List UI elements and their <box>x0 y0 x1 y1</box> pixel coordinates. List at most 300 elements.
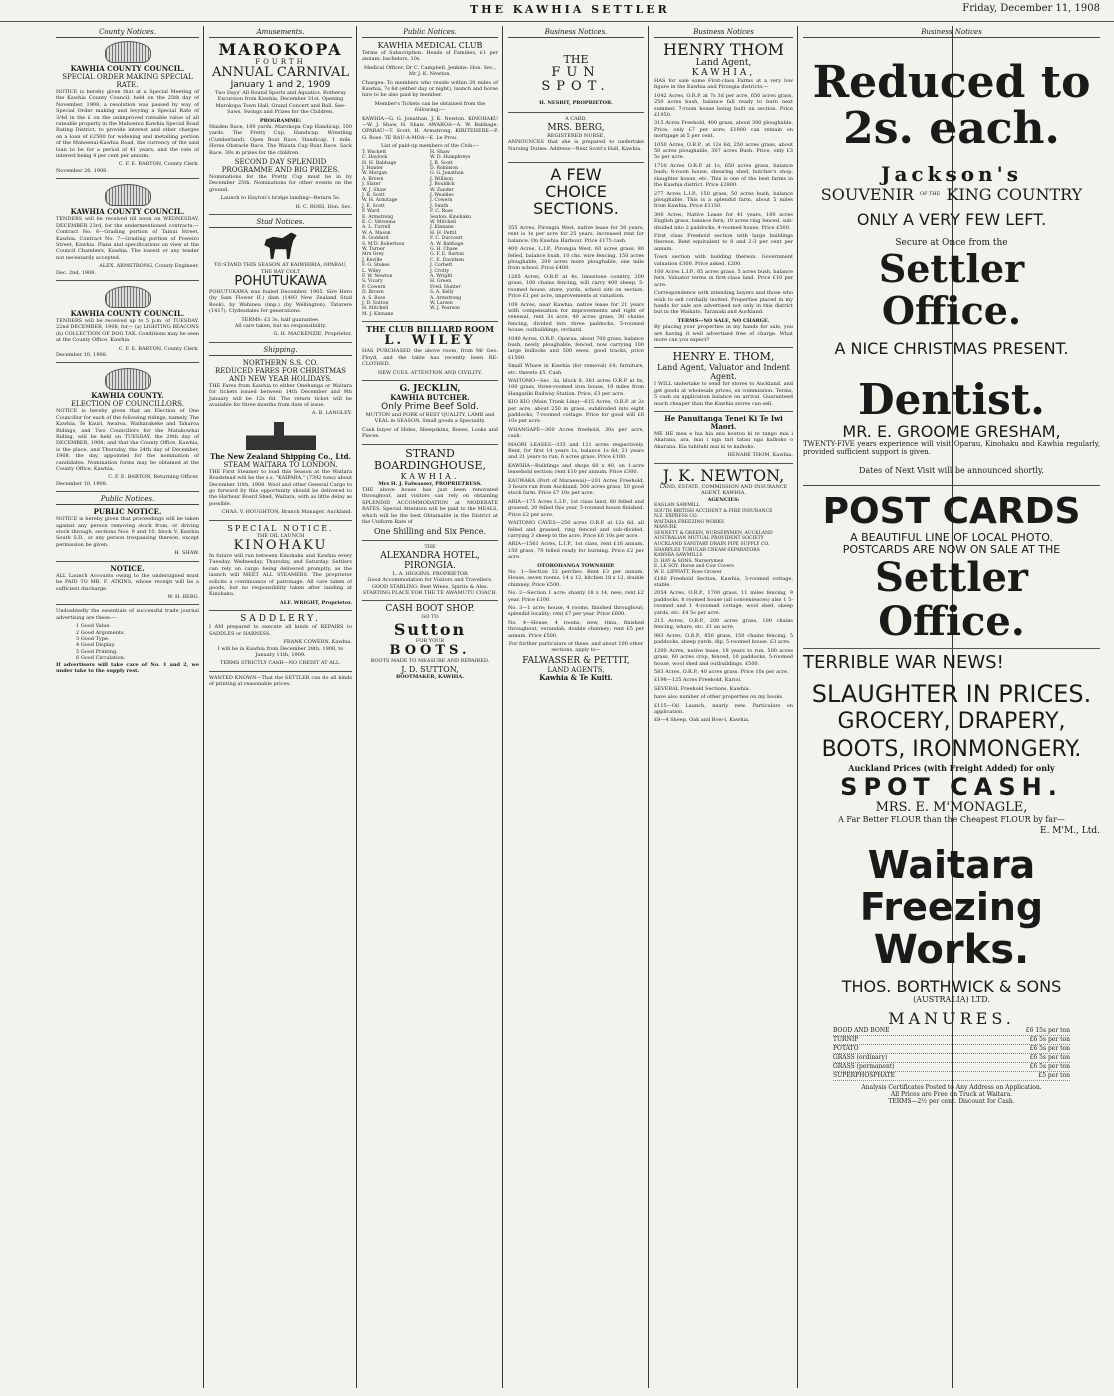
list-item: 4 Good Display. <box>76 642 116 649</box>
boots-line: BOOTS, IRONMONGERY. <box>821 737 1082 762</box>
manure-row <box>833 1036 1070 1045</box>
saddlery-body: I AM prepared to execute all kinds of REPAIRS to SADDLES or HARNESS. <box>209 624 352 637</box>
section-listing: No. 3—1 acre; house, 4 rooms, finished throughout; splendid locality; rent £7 per year. Price £600. <box>508 604 644 618</box>
boots-made: BOOTS MADE TO MEASURE AND REPAIRED. <box>370 658 490 665</box>
notice-body: ALL Launch Accounts owing to the undersigned must be PAID TO MR. F. ATKINS, whose receipt will be a sufficient discharge. <box>56 572 199 592</box>
dentist-heading: Dentist. <box>858 375 1045 424</box>
coat-of-arms-icon <box>105 41 151 63</box>
souvenir-line <box>803 186 1100 203</box>
member-name: L. Wiley <box>362 268 381 274</box>
post-cards-line: A BEAUTIFUL LINE OF LOCAL PHOTO. <box>850 531 1053 544</box>
column-header: Business Notices <box>654 28 793 38</box>
essentials-list <box>56 623 199 661</box>
billiard-owner: L. WILEY <box>384 333 476 349</box>
member-name: F. C. Durcourt <box>430 236 463 242</box>
member-name: W. Morgan <box>362 171 388 177</box>
section-listing: KAUWAKA (Port of Maraewai)—201 Acres Freehold, 3 hours run from Auckland, 500 acres grass, 50 good stock farm. Price £7 10s per acre. <box>508 477 644 497</box>
member-name: J. Cowern <box>430 198 453 204</box>
agency-item: MANURE <box>654 525 677 531</box>
section-listing: ARIA—175 Acres L.I.P., 1st class land, 60 felled and grassed, 20 felled this year, 5-roomed house finished. Price £2 per acre. <box>508 498 644 518</box>
section-listing: No. 2—Section 1 acre; shanty 18 x 14, new; rent £2 year. Price £100. <box>508 590 644 603</box>
member-name: T. Wackett <box>362 149 387 155</box>
masthead-title: THE KAWHIA SETTLER <box>470 3 670 16</box>
programme-heading: PROGRAMME: <box>259 117 302 124</box>
notice-heading: KAWHIA COUNTY COUNCIL. <box>70 64 185 73</box>
flour-signature: E. M'M., Ltd. <box>1040 826 1100 836</box>
notice-body: NOTICE is hereby given that at a Special Meeting of the Kawhia County Council, held on the 25th day of November, 1908, a resolution was passed by way of Special Order making and levying a Special Rate of 3/4d in the £ on the unimproved rateable value of all rateable property in the Mahoenui Kawhia Special Road Rating District, to provide interest and other charges on a loan of £2500 for widening and metalling portion of the Mahoenui-Kawhia Road, the currency of the said loan to be for a period of 41 years, and the rate of interest being 4 per cent per annum. <box>56 89 199 160</box>
member-name: G. F. E. Barton <box>430 252 464 258</box>
launch-info: Launch to Hayton's bridge landing—Return 5s. <box>220 195 341 202</box>
column-header: Business Notices <box>803 28 1100 38</box>
newton-name: J. K. NEWTON, <box>654 463 793 484</box>
newton-listing: £115—Oil Launch, nearly new. Particulars on application. <box>654 702 793 715</box>
notice-signature: W. H. BERG. <box>167 593 199 600</box>
shipping-company: The New Zealand Shipping Co., Ltd. <box>210 451 351 461</box>
member-name: J. D. Sutton <box>362 301 389 307</box>
member-name: A. Wright <box>430 274 453 280</box>
monagle-name: MRS. E. M'MONAGLE, <box>875 800 1028 815</box>
sutton-trade: BOOTMAKER, KAWHIA. <box>395 673 465 680</box>
agents-title: LAND AGENTS, <box>547 665 605 674</box>
club-charges: Charges: To members who reside within 20 miles of Kawhia, 7s 6d (either day or night), launch and horse hire to be also paid by member. <box>362 79 498 99</box>
member-name: J. Kinnane <box>430 225 454 231</box>
agency-item: E. LE SOY, Horse and Cow Covers <box>654 564 734 570</box>
fun-spot-name: SPOT. <box>541 79 611 94</box>
agency-item: SHARPLES TUBULAR CREAM SEPARATORS <box>654 547 760 553</box>
carnival-name: ANNUAL CARNIVAL <box>211 65 349 80</box>
wanted-notice: WANTED KNOWN—That the SETTLER can do all kinds of printing at reasonable prices. <box>209 674 352 688</box>
notice-subheading: SPECIAL ORDER MAKING SPECIAL RATE. <box>62 73 193 89</box>
agency-item: EAGLAN SAWMILL <box>654 502 700 508</box>
member-name: J. Willison <box>430 176 454 182</box>
section-listing: WAITOMO—Sec. 3a, block 8, 361 acres O.R.P. at 8s, 100 grass, three-roomed iron house, 10 miles from Hangatiki Railway Station. Price, £3 per acre. <box>508 377 644 397</box>
column-county-notices <box>52 28 203 1388</box>
terms-line: TERMS—2½ per cent. Discount for Cash. <box>888 1098 1015 1105</box>
boardinghouse-proprietor: Mrs H. J. Falwasser, PROPRIETRESS. <box>378 480 482 487</box>
member-name: Mrs Grey <box>362 252 384 258</box>
manure-name: BOOD AND BONE <box>833 1027 890 1034</box>
manure-price: £6 5s per ton <box>1029 1036 1070 1043</box>
boots-heading: BOOTS. <box>389 643 471 659</box>
column-business-notices-1 <box>504 28 648 1388</box>
member-name: E. Armstrong <box>362 214 394 220</box>
notice-heading: KAWHIA COUNTY COUNCIL. <box>70 308 185 318</box>
member-name: C. Haylock <box>362 155 388 161</box>
masthead <box>0 0 1114 22</box>
member-name: W. Mitchell <box>430 219 457 225</box>
grocery-line: GROCERY, DRAPERY, <box>837 709 1066 734</box>
member-name: G. H. Chase <box>430 247 458 252</box>
section-listing: 355 Acres, Pirongia West, native lease for 50 years, rent is 1s per acre for 25 years, increased rent for balance. On Kawhia Harbour. Price £175 cash. <box>508 225 644 244</box>
fun-spot-proprietor: H. NESBIT, PROPRIETOR. <box>539 100 613 106</box>
agency-item: D. HAY & SONS, Nurserymen <box>654 558 724 564</box>
newton-listing: 983 Acres, O.R.P., 850 grass, 150 chains fencing, 5 paddocks, sheep yards, dip, 5-roomed house. £3 acre. <box>654 632 793 646</box>
sections-heading: SECTIONS. <box>533 199 619 219</box>
member-name: A. L. Turrell <box>362 225 391 231</box>
club-terms: Terms of Subscription: Heads of Families, £1 per annum; bachelors, 10s. <box>362 50 498 63</box>
second-day: SECOND DAY SPLENDID PROGRAMME AND BIG PRIZES. <box>221 158 340 175</box>
borthwick-country: (AUSTRALIA) LTD. <box>913 995 990 1004</box>
manure-row <box>833 1027 1070 1036</box>
masthead-date: Friday, December 11, 1908 <box>962 3 1100 14</box>
waitara-heading: Waitara Freezing <box>859 843 1044 929</box>
hotel-article: THE <box>362 540 498 550</box>
notice-body: Undoubtedly the essentials of successful trade journal advertising are these:— <box>56 608 199 621</box>
member-name: H. Green <box>430 279 452 285</box>
member-name: W. Zander <box>430 187 454 193</box>
column-rule <box>203 26 204 1388</box>
newton-listing: 583 Acres, O.R.P., 40 acres grass. Price 10s per acre. <box>654 668 789 675</box>
of-the-label: OF THE <box>919 191 941 197</box>
stud-terms: TERMS: £3 3s, half guarantee. <box>241 316 320 323</box>
township-heading: OTOROHANGA TOWNSHIP. <box>537 562 615 569</box>
saddlery-dates: I will be in Kawhia from December 28th, 1908, to January 11th, 1909. <box>217 645 344 658</box>
manures-list <box>803 1027 1100 1081</box>
manure-price: £6 5s per ton <box>1029 1045 1070 1052</box>
agent-place: KAWHIA, <box>691 68 756 78</box>
member-name: W. Turner <box>362 247 385 252</box>
newton-listing: 1200 Acres, native lease, 18 years to run, 500 acres grass, 60 acres crop, fenced, 10 paddocks, 5-roomed house, wool shed and outbuildings. £500. <box>654 647 793 667</box>
stud-name: POHUTUKAWA <box>234 273 327 289</box>
notice-signature: C. F. E. BARTON, County Clerk. <box>118 345 199 352</box>
notice-signature: C. F. E. BARTON, Returning Officer. <box>108 474 199 481</box>
shipping-signature: A. B. LANGLEY. <box>311 410 352 417</box>
member-name: W. D. Humphreys <box>430 155 471 161</box>
member-name: C. E. Davidsen <box>430 257 465 263</box>
carnival-dates: January 1 and 2, 1909 <box>230 80 331 90</box>
saddlery-terms: TERMS STRICTLY CASH—NO CREDIT AT ALL. <box>220 660 341 667</box>
farm-listing: 300 Acres, Native Lease for 41 years, 100 acres English grass, balance fern; 10 acres ring fenced, sub-divided into 2 paddocks, 4-roomed house. Price £500. <box>654 211 793 231</box>
post-cards-line: POSTCARDS ARE NOW ON SALE AT THE <box>842 543 1061 556</box>
member-name: H. Shaw <box>430 149 450 155</box>
member-name: A. W. Babbage <box>430 241 464 247</box>
stud-signature: G. H. MACKENZIE, Proprietor. <box>273 331 352 338</box>
member-name: F. Cowern <box>362 284 386 290</box>
reduced-heading: Reduced to <box>812 57 1091 108</box>
for-your: FOR YOUR <box>415 637 445 644</box>
coat-of-arms-icon <box>105 184 151 206</box>
hotel-proprietor: L. A. HIGGINS, PROPRIETOR <box>392 570 468 577</box>
notice-date: Dec. 2nd, 1908. <box>56 269 97 276</box>
agency-item: KAWHIA SAWMILLS <box>654 553 703 559</box>
spot-cash: SPOT CASH. <box>840 773 1063 801</box>
column-rule <box>797 26 798 1388</box>
manure-name: GRASS (ordinary) <box>833 1054 888 1061</box>
agency-item: SOUTH BRITISH ACCIDENT & FIRE INSURANCE <box>654 508 773 514</box>
farm-listing: Town section with building thereon. Government valuation £300. Price asked, £200. <box>654 254 793 267</box>
agency-item: SENNETT & GREEN, NURSERYMEN, AUCKLAND <box>654 530 773 536</box>
member-name: H. H. Pettit <box>430 230 457 236</box>
manure-name: SUPERPHOSPHATE <box>833 1072 896 1079</box>
member-name: S. Vicary <box>362 279 383 285</box>
agencies-list <box>654 503 793 576</box>
fun-spot-article: THE <box>563 53 589 66</box>
billiard-heading: THE CLUB BILLIARD ROOM <box>362 321 498 334</box>
newton-listing: 215 Acres, O.R.P., 200 acres grass, 100 chains fencing, whare, etc. £1 an acre. <box>654 618 793 631</box>
manure-row <box>833 1045 1070 1054</box>
column-header: Business Notices. <box>508 28 644 38</box>
farm-listing: 1710 Acres O.R.P. at 1s, 650 acres grass, balance bush; 8-room house, shearing shed, butcher's shop, slaughter house, etc. This is one of the best farms in the Kawhia district. Price £2800. <box>654 162 793 189</box>
dentist-dates: Dates of Next Visit will be announced shortly. <box>859 466 1044 475</box>
notice-date: December 10, 1908. <box>56 480 108 487</box>
section-listing: 1265 Acres, O.R.P. at 4s, limestone country, 200 grass, 100 chains fencing, will carry 400 sheep, 5-roomed house, store, yards, school site on section. Price £1 per acre, improvements at valuation. <box>508 273 644 300</box>
section-listing: KIO KIO (Main Trunk Line)—615 Acres, O.R.P. at 2s per acre, about 250 in grass, subdivided into eight paddocks; 7-roomed cottage. Price for good will £6 10s per acre. <box>508 399 644 425</box>
billiard-tagline: NEW CUES. ATTENTION AND CIVILITY. <box>377 369 483 376</box>
butcher-trade: KAWHIA BUTCHER. <box>390 392 470 402</box>
member-name: E. C. Velvenna <box>362 219 396 225</box>
jacksons-heading: Jackson's <box>881 162 1022 186</box>
agent-title: Land Agent, Valuator and Indent Agent. <box>657 363 790 382</box>
member-name: S. A. Kelly <box>430 290 454 296</box>
hotel-name: ALEXANDRA HOTEL, PIRONGIA. <box>380 550 480 571</box>
manure-price: £5 per ton <box>1038 1072 1070 1079</box>
member-name: S. M'D. Robertson <box>362 241 405 247</box>
section-listing: 400 Acres, L.I.P., Pirongia West, 60 acres grass, 80 felled, balance bush, 10 chs. wire fencing, 150 acres ploughable, 200 acres more ploughable, one mile from school. Price £400. <box>508 246 644 272</box>
section-listing: WAITOMO CAVES—250 acres O.R.P. at 12s 6d, all felled and grassed, ring fenced and sub-divided, carrying 3 sheep to the acre. Price £6 10s per acre. <box>508 520 644 539</box>
notice-body: NOTICE is hereby given that an Election of One Councillor for each of the following ridings, namely, The Kawhia, Te Kauri, Awaroa, Waiharakeke and Taharoa Ridings, and Two Councillors for the Matakowhai Riding, will be held on TUESDAY, the 29th day of DECEMBER, 1908; and that the County Office, Kawhia, is the place, and Thursday, the 24th day of December, 1908, the day, appointed for the nomination of candidates. Nomination forms may be obtained at the County Office, Kawhia. <box>56 408 199 473</box>
secure-line: Secure at Once from the <box>895 238 1008 248</box>
member-name: W. H. Armitage <box>362 198 398 204</box>
notice-signature: H. SHAW. <box>174 550 199 557</box>
dentist-body: TWENTY-FIVE years experience will visit Oparau, Kinohaku and Kawhia regularly, provided sufficient support is given. <box>803 440 1100 456</box>
fun-spot-name: FUN <box>551 65 601 80</box>
launch-name: KINOHAKU <box>233 538 328 554</box>
member-name: R. Goddard <box>362 236 389 242</box>
agents-name: FALWASSER & PETTIT, <box>522 655 630 666</box>
prices-free: All Prices are Free on Truck at Waitara. <box>890 1091 1013 1098</box>
newton-agencies-label: AGENCIES: <box>707 496 740 503</box>
agent-terms: TERMS—NO SALE, NO CHARGE. <box>677 317 770 324</box>
agents-place: Kawhia & Te Kuiti. <box>539 672 613 682</box>
newton-title: LAND, ESTATE, COMMISSION AND INSURANCE AGENT, KAWHIA. <box>659 483 788 497</box>
butcher-hides: Cash buyer of Hides, Sheepskins, Bones, Looks and Pieces. <box>362 426 498 440</box>
nurse-title: REGISTERED NURSE, <box>547 132 605 139</box>
boardinghouse-body: THE above house has just been renovated throughout, and visitors can rely on obtaining SPLENDID ACCOMMODATION at MODERATE RATES. Special Attention will be paid to the MEALS, which will be the best Obtainable in the District at the Uniform Rate of <box>362 486 498 525</box>
farm-listing: 1042 Acres, O.R.P. at 7s 3d per acre, 650 acres grass, 250 acres bush, balance fall ready to burn next summer, 7-room house being built on section. Price £1950. <box>654 92 793 119</box>
butcher-name: G. JECKLIN, <box>362 380 498 394</box>
steamship-icon <box>246 420 316 450</box>
agency-item: AUCKLAND SANITARY DRAIN PIPE SUPPLY CO. <box>654 542 770 548</box>
notice-date: November 26, 1908. <box>56 167 108 174</box>
borthwick-name: THOS. BORTHWICK & SONS <box>841 977 1062 996</box>
settler-office: Settler Office. <box>874 554 1028 645</box>
member-name: P. Ward <box>362 209 380 215</box>
agency-item: W. E. LIPPIATT, Rose Grower <box>654 570 722 576</box>
manure-price: £6 5s per ton <box>1029 1063 1070 1070</box>
shipping-body: THE First Steamer to load this Season at the Waitara Roadstead will be the s.s. "KAIPARA," (7392 tons) about December 10th, 1908. Wool and other General Cargo to go forward by this opportunity should be delivered to the Harbour Board Shed, Waitara, with as little delay as possible. <box>209 468 352 507</box>
shipping-company: NORTHERN S.S. CO. <box>242 358 319 367</box>
notice-body: TENDERS will be received up to 5 p.m. of TUESDAY, 22nd DECEMBER, 1908, for— (a) LIGHTING BEACONS (b) COLLECTION OF DOG TAX. Conditions may be seen at the County Office, Kawhia. <box>56 317 199 344</box>
further-particulars: For further particulars of these, and about 100 other sections, apply to— <box>508 641 644 654</box>
column-rule <box>356 26 357 1388</box>
sections-heading: A FEW <box>508 162 644 183</box>
nurse-body: ANNOUNCES that she is prepared to undertake Nursing Duties. Address—Next Scott's Hall, Kawhia. <box>508 139 644 152</box>
member-name: J. Crotty <box>430 268 450 274</box>
member-name: W. Larsen <box>430 301 453 307</box>
list-item: 3 Good Type. <box>76 635 110 642</box>
notice-heading: KAWHIA COUNTY. <box>91 391 164 401</box>
christmas-present: A NICE CHRISTMAS PRESENT. <box>834 339 1069 358</box>
member-name: H. Mitchell <box>362 306 389 312</box>
saddlery-signature: FRANK COWERN, Kawhia. <box>283 639 352 646</box>
member-name: H. H. Babbage <box>362 160 397 166</box>
member-name: W. J. Shaw <box>362 187 387 193</box>
column-rule <box>502 26 503 1388</box>
member-name: J. Smith <box>430 203 449 209</box>
nominations: Nominations for the Pretty Cup must be in by December 25th. Nominations for other events on the ground. <box>209 174 352 193</box>
auckland-prices: Auckland Prices (with Freight Added) for only <box>848 763 1055 773</box>
notice-date: December 10, 1908. <box>56 351 108 358</box>
shipping-signature: CHAS. V. HOUGHTON, Branch Manager, Auckland. <box>221 509 352 516</box>
manure-price: £6 15s per ton <box>1025 1027 1070 1034</box>
analysis-line: Analysis Certificates Posted to Any Address on Application. <box>861 1084 1042 1091</box>
stud-body: POHUTUKAWA was foaled December, 1905. Sire Hero (by Sam Flower II.) dam (1493 New Zealand Stud Book), by Wahinea (imp.) (by Wellington), Tatarere (1417). Clydesdales for generations. <box>209 288 352 315</box>
list-item: 1 Good Value. <box>76 623 112 630</box>
newton-listing: have also number of other properties on my books. <box>654 694 784 701</box>
section-listing: No. 1—Section 32 perches. Rent £3 per annum. House, seven rooms, 14 x 12, kitchen 18 x 12, double chimney. Price £500. <box>508 568 644 588</box>
manure-name: POTATO <box>833 1045 859 1052</box>
newton-listing: £8—4 Sheep, Oak and Bow-l, Kawhia. <box>654 717 750 724</box>
coat-of-arms-icon <box>105 286 151 308</box>
dentist-name: MR. E. GROOME GRESHAM, <box>842 422 1061 441</box>
member-name: J. B. Scott <box>362 192 385 198</box>
manures-heading: MANURES. <box>888 1009 1015 1028</box>
section-listing: No. 4—House, 4 rooms, new, rimu, finished throughout, verandah, double chimney; rent £5 per annum. Price £500. <box>508 619 644 639</box>
member-name: F. C. Rose <box>430 209 453 215</box>
maori-body: ME HE mea e hia hia ana koutou ki te tango mai i Akarana, ara, mai i nga tari tatau nga kaihoko o Akarana. Kia tuhituhi mai ki te kaihoko. <box>654 431 793 450</box>
manure-row <box>833 1072 1070 1081</box>
launch-signature: ALF. WRIGHT, Proprietor. <box>279 599 352 606</box>
column-rule <box>648 26 649 1388</box>
agent-name: HENRY THOM <box>663 40 784 59</box>
list-item: 2 Good Arguments. <box>76 629 126 636</box>
section-listing: 1040 Acres, O.R.P., Oparau, about 700 grass, balance bush, newly ploughable, fenced, now carrying 100 large bullocks and 500 ewes, good tracks, price £1500. <box>508 335 644 361</box>
notice-body: If advertisers will take care of No. 1 and 2, we under take to the supply rest. <box>56 661 199 674</box>
boot-shop: CASH BOOT SHOP. <box>362 600 498 614</box>
stud-stand: TO STAND THIS SEASON AT KAIWHIRIA, OPARAU, THE BAY COLT <box>214 262 347 275</box>
section-header: Stud Notices. <box>209 214 352 228</box>
notice-subheading: ELECTION OF COUNCILLORS. <box>71 400 184 409</box>
maori-heading: He Panuitanga Tenei Ki Te Iwi Maori. <box>654 411 793 431</box>
list-item: 6 Good Circulation. <box>76 655 126 662</box>
section-listing: KAWHIA—Buildings and shops 60 x 40, on 1-acre leasehold section; rent £10 per annum. Price £300. <box>508 462 644 476</box>
column-amusements <box>205 28 356 1388</box>
farm-listing: 100 Acres L.I.P., 85 acres grass, 5 acres bush, balance fern. Valuator terms in first-class land. Price £10 per acre. <box>654 268 793 288</box>
nurse-name: MRS. BERG, <box>547 122 605 133</box>
member-name: A. Brown <box>362 176 384 182</box>
notice-body: NOTICE is hereby given that proceedings will be taken against any person removing stock from, or driving stock through, sections Nos. 9 and 10, block V, Kawhia South S.D., or any person trespassing thereon, except permission be given. <box>56 516 199 548</box>
column-header: Public Notices. <box>362 28 498 38</box>
card-label: A CARD. <box>508 112 644 122</box>
column-header: County Notices. <box>56 28 199 38</box>
souvenir-label: SOUVENIR <box>820 185 914 204</box>
agent-title: Land Agent, <box>695 58 752 68</box>
section-listing: WHANGAPE—300 Acres freehold, 30s per acre, cash. <box>508 426 644 440</box>
member-name: J. Hunter <box>362 165 384 171</box>
column-header: Amusements. <box>209 28 352 38</box>
farm-listing: 277 Acres L.I.P., 150 grass, 50 acres bush, balance ploughable. This is a splendid farm, about 5 miles from Kawhia. Price £1150. <box>654 190 793 210</box>
member-name: A. Armstrong <box>430 295 462 301</box>
farm-listing: 315 Acres Freehold, 400 grass, about 300 ploughable. Price, only £7 per acre; £1000 can remain on mortgage at 5 per cent. <box>654 120 793 140</box>
horse-icon <box>263 231 299 259</box>
member-name: F. G. Stokes <box>362 263 390 269</box>
boardinghouse-rate: One Shilling and Six Pence. <box>373 527 487 537</box>
notice-signature: ALEX. ARMSTRONG, County Engineer. <box>99 263 199 270</box>
club-tickets: Member's Tickets can be obtained from the following:— <box>374 100 486 114</box>
member-name: Sexton, Kinohaku <box>430 214 472 220</box>
sections-heading: CHOICE <box>545 182 607 202</box>
newton-listing: SEVERAL Freehold Sections, Kawhia. <box>654 685 751 692</box>
launch-body: In future will run between Kinohaku and Kawhia every Tuesday, Wednesday, Thursday, and Saturday. Settlers can rely on cargo being delivered promptly, as the launch will MEET ALL STEAMERS. The proprietor solicits a continuance of patronage. All care taken of goods, but no responsibility taken after landing at Kinohaku. <box>209 553 352 598</box>
list-item: 5 Good Printing. <box>76 648 118 655</box>
boardinghouse-name: BOARDINGHOUSE, <box>373 458 487 472</box>
coat-of-arms-icon <box>105 368 151 390</box>
member-name: M. J. Kinnane <box>362 311 394 317</box>
member-name: D. Brown <box>362 290 384 296</box>
newton-listing: 2054 Acres, O.R.P., 1700 grass, 11 miles fencing, 9 paddocks, 8 roomed house (all conveniences) also 1 5-roomed and 1 4-roomed cottage, wool shed, sheep yards, etc. £4 5s per acre. <box>654 590 793 616</box>
member-name: D. Robinson <box>430 165 459 171</box>
agency-item: AUSTRALIAN MUTUAL PROVIDENT SOCIETY <box>654 536 764 542</box>
hotel-body: Good Accommodation for Visitors and Travellers. GOOD STABLING. Best Wines, Spirits & Ales. STARTING PLACE FOR THE TE AWAMUTU COACH. <box>362 577 498 596</box>
shipping-heading: STEAM WAITARA TO LONDON. <box>223 460 338 469</box>
member-name: J. B. Scott <box>430 160 453 166</box>
programme-body: Maiden Race, 100 yards. Marokopa Cup Handicap, 100 yards. The Pretty Cup, Handicap. Wrestling (Cumberland). Open Boat Race, Handicap, 1 mile. Horse Obstacle Race. The Waiata Cup Boat Race. Sack Race. 30s in prizes for the children. <box>209 124 352 156</box>
manure-row <box>833 1054 1070 1063</box>
notice-body: TENDERS will be received till noon on WEDNESDAY, DECEMBER 23rd, for the undermentioned contracts:— Contract No. 6—Grading portion of Tainui Street, Kawhia. Contract No. 7—Grading portion of Poweiro Street, Kawhia. Plans and specifications on view at the Council Chambers, Kawhia. The lowest or any tender not necessarily accepted. <box>56 216 199 261</box>
stud-care: All care taken, but no responsibility. <box>234 322 327 329</box>
saddlery-heading: SADDLERY. <box>209 610 352 624</box>
newton-listing: £160 Freehold Section, Kawhia, 3-roomed cottage, stable. <box>654 575 793 589</box>
club-name: KAWHIA MEDICAL CLUB <box>377 41 483 50</box>
only-few-left: ONLY A VERY FEW LEFT. <box>856 210 1047 229</box>
maori-signature: HENARE THOM, Kawhia. <box>727 452 793 459</box>
launch-label: THE OIL LAUNCH <box>256 532 305 539</box>
carnival-signature: H. C. ROSS, Hon. Sec. <box>295 203 352 210</box>
member-name: J. Keville <box>362 257 383 263</box>
settler-office: Settler Office. <box>878 246 1025 333</box>
section-listing: MAORI LEASES—335 and 121 acres respectively. Rent, for first 14 years 1s, balance 1s 6d; 21 years and 21 years to run, 6 acres grass. Price £100. <box>508 441 644 461</box>
billiard-body: HAS PURCHASED the above room, from Mr Geo. Floyd, and the table has recently been RE-CLOTHED. <box>362 348 498 368</box>
notice-heading: PUBLIC NOTICE. <box>93 507 162 517</box>
member-name: Fred. Hunter <box>430 284 461 290</box>
section-listing: Small Whare in Kawhia (for removal) £4; furniture, etc. thereto £5. Cash. <box>508 363 644 376</box>
carnival-subtitle: FOURTH <box>255 58 306 66</box>
farm-listing: 1050 Acres, O.R.P., at 12s 6d, 250 acres grass, about 50 acres ploughable, 307 acres Bush. Price, only £3 5s per acre. <box>654 141 793 161</box>
member-name: J. Slater <box>362 182 381 188</box>
notice-signature: C. F. E. BARTON, County Clerk. <box>118 161 199 168</box>
agent-intro: HAS for sale some First-class Farms at a very low figure in the Kawhia and Pirongia districts:— <box>654 78 793 91</box>
agent-body: I WILL undertake to send for stores to Auckland, and get goods at wholesale prices, ex commission. Terms, 5 cash on application balance on arrival. Guaranteed much cheaper than the Kawhia stores can sell. <box>654 381 793 407</box>
manure-name: GRASS (permanent) <box>833 1063 895 1070</box>
slaughter-heading: SLAUGHTER IN PRICES. <box>811 680 1092 708</box>
sutton-name: Sutton <box>393 619 467 639</box>
agent-correspondence: Correspondence with intending buyers and those who wish to sell cordially invited. Properties placed in my hands for sale are advertised not only in this district but in the Waikato, Taranaki and Auckland. <box>654 290 793 316</box>
section-header: Public Notices. <box>56 491 199 505</box>
member-name: W. A. Mason <box>362 230 391 236</box>
club-agents: KAWHIA—G. G. Jonathan, J. K. Newton. KINOHAKU—W. J. Shaw, H. Shaw. AWAROA—A. W. Babbage. OPARAU—T. Scott, H. Armstrong. KIRITEHERE—P. G. Rose. TE RAU-A-MOA—E. Le Prou. <box>362 115 498 141</box>
member-name: F. W. Newton <box>362 274 393 280</box>
section-header: Shipping. <box>209 342 352 356</box>
butcher-tagline: Only Prime Beef Sold. <box>381 401 479 412</box>
member-name: W. J. Pearson <box>430 306 460 312</box>
notice-heading: NOTICE. <box>56 561 199 573</box>
section-listing: ARIA—1561 Acres, L.I.P., 1st class, rent £16 annum, 150 grass, 70 felled ready for burning. Price £2 per acre. <box>508 541 644 561</box>
boardinghouse-place: KAWHIA. <box>400 471 460 481</box>
flour-line: A Far Better FLOUR than the Cheapest FLOUR by far— <box>838 815 1065 824</box>
member-name: J. Wealdes <box>430 192 454 198</box>
notice-heading: KAWHIA COUNTY COUNCIL. <box>70 207 185 217</box>
agent-name: HENRY E. THOM, <box>654 347 793 363</box>
